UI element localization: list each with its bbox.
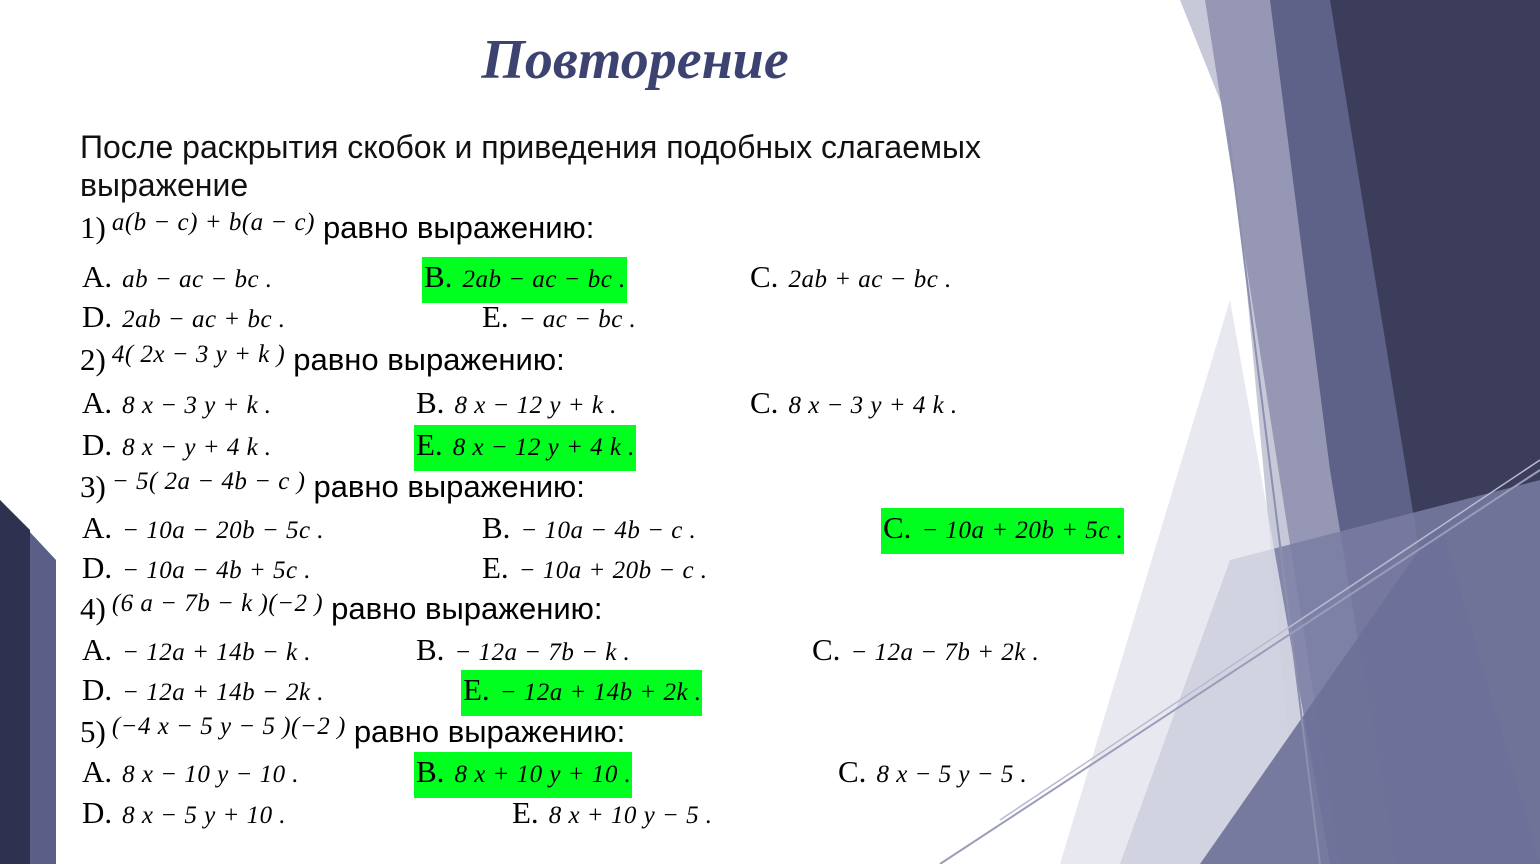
option-expression: − 12a − 7b + 2k — [850, 639, 1026, 666]
option-letter: E. — [482, 299, 509, 334]
question-3 — [80, 467, 585, 513]
option-letter: A. — [82, 259, 113, 294]
option-1-c — [748, 257, 953, 303]
slide-title: Повторение — [481, 29, 789, 91]
option-period: . — [623, 761, 631, 788]
option-letter: C. — [750, 259, 779, 294]
option-expression: 8 x − 12 y + k — [454, 392, 604, 419]
question-number: 4) — [80, 591, 106, 626]
option-period: . — [627, 434, 634, 461]
option-5-c — [836, 752, 1028, 798]
option-letter: A. — [82, 385, 113, 420]
option-letter: A. — [82, 754, 113, 789]
option-expression: 8 x − 10 y − 10 — [122, 761, 286, 788]
option-expression: 2ab + ac − bc — [788, 266, 939, 293]
option-expression: − 12a + 14b − k — [122, 639, 298, 666]
option-expression: 8 x + 10 y + 10 — [454, 761, 618, 788]
question-expression: a(b − c) + b(a − c) — [111, 209, 315, 236]
option-letter: B. — [482, 510, 511, 545]
option-period: . — [694, 679, 701, 706]
option-letter: A. — [82, 632, 113, 667]
option-letter: C. — [838, 754, 867, 789]
option-3-e — [480, 548, 708, 594]
question-expression: (−4 x − 5 y − 5 )(−2 ) — [111, 713, 346, 740]
question-4 — [80, 589, 603, 635]
option-period: . — [688, 517, 696, 544]
option-period: . — [609, 392, 616, 419]
option-2-b — [414, 383, 618, 429]
option-4-d — [80, 670, 325, 716]
question-suffix: равно выражению: — [353, 714, 626, 749]
option-letter: D. — [82, 550, 113, 585]
option-period: . — [303, 557, 310, 584]
option-expression: ab − ac − bc — [122, 266, 260, 293]
option-expression: 8 x − 3 y + k — [122, 392, 259, 419]
option-2-c — [748, 383, 958, 429]
option-5-d — [80, 793, 287, 839]
option-period: . — [1031, 639, 1039, 666]
question-expression: (6 a − 7b − k )(−2 ) — [111, 590, 324, 617]
option-period: . — [264, 434, 271, 461]
question-suffix: равно выражению: — [293, 342, 565, 377]
option-period: . — [265, 266, 272, 293]
option-period: . — [700, 557, 707, 584]
option-period: . — [618, 266, 625, 293]
option-letter: D. — [82, 299, 113, 334]
option-expression: − 12a + 14b + 2k — [499, 679, 689, 706]
question-suffix: равно выражению: — [331, 591, 603, 626]
option-expression: 2ab − ac + bc — [122, 306, 273, 333]
question-2 — [80, 340, 565, 386]
option-5-b-correct — [414, 752, 632, 798]
option-letter: B. — [424, 259, 453, 294]
option-period: . — [278, 802, 285, 829]
option-2-d — [80, 425, 272, 471]
question-number: 5) — [80, 714, 106, 749]
option-4-c — [810, 630, 1040, 676]
option-letter: B. — [416, 754, 445, 789]
option-expression: 8 x + 10 y − 5 — [548, 802, 700, 829]
option-letter: E. — [482, 550, 509, 585]
option-period: . — [705, 802, 712, 829]
question-number: 1) — [80, 210, 106, 245]
option-letter: C. — [812, 632, 841, 667]
option-period: . — [278, 306, 285, 333]
option-period: . — [1115, 517, 1123, 544]
option-expression: − 10a + 20b − c — [518, 557, 695, 584]
option-5-a — [80, 752, 300, 798]
option-period: . — [303, 639, 310, 666]
option-letter: E. — [416, 427, 443, 462]
option-5-e — [510, 793, 713, 839]
option-expression: − 10a − 4b − c — [520, 517, 683, 544]
question-suffix: равно выражению: — [322, 210, 595, 245]
option-period: . — [291, 761, 298, 788]
option-expression: − 12a + 14b − 2k — [122, 679, 311, 706]
option-expression: 8 x − 5 y − 5 — [876, 761, 1014, 788]
option-period: . — [316, 679, 323, 706]
option-expression: 8 x − 12 y + 4 k — [452, 434, 622, 461]
option-letter: A. — [82, 510, 113, 545]
option-3-d — [80, 548, 312, 594]
question-suffix: равно выражению: — [313, 469, 585, 504]
question-1 — [80, 208, 594, 254]
option-period: . — [264, 392, 271, 419]
option-letter: D. — [82, 795, 113, 830]
option-letter: D. — [82, 427, 113, 462]
option-period: . — [622, 639, 630, 666]
question-expression: − 5( 2a − 4b − c ) — [111, 468, 306, 495]
option-letter: B. — [416, 385, 445, 420]
option-1-d — [80, 297, 286, 343]
option-4-e-correct — [461, 670, 702, 716]
option-1-e — [480, 297, 637, 343]
option-period: . — [1019, 761, 1027, 788]
option-expression: − 10a − 20b − 5c — [122, 517, 311, 544]
option-expression: 8 x − 3 y + 4 k — [788, 392, 945, 419]
option-letter: C. — [750, 385, 779, 420]
option-period: . — [950, 392, 957, 419]
question-expression: 4( 2x − 3 y + k ) — [111, 341, 286, 368]
option-2-a — [80, 383, 272, 429]
option-expression: − ac − bc — [518, 306, 623, 333]
option-3-c-correct — [881, 508, 1124, 554]
option-letter: D. — [82, 672, 113, 707]
option-letter: C. — [883, 510, 912, 545]
option-letter: E. — [512, 795, 539, 830]
option-expression: − 12a − 7b − k — [454, 639, 617, 666]
option-expression: − 10a + 20b + 5c — [921, 517, 1110, 544]
question-number: 3) — [80, 469, 106, 504]
option-period: . — [316, 517, 323, 544]
option-expression: 8 x − 5 y + 10 — [122, 802, 273, 829]
question-number: 2) — [80, 342, 106, 377]
intro-text: После раскрытия скобок и приведения подобных слагаемых выражение — [80, 129, 982, 203]
option-expression: − 10a − 4b + 5c — [122, 557, 298, 584]
option-letter: E. — [463, 672, 490, 707]
option-expression: 8 x − y + 4 k — [122, 434, 259, 461]
option-period: . — [628, 306, 636, 333]
option-2-e-correct — [414, 425, 636, 471]
option-letter: B. — [416, 632, 445, 667]
option-period: . — [944, 266, 951, 293]
option-expression: 2ab − ac − bc — [462, 266, 613, 293]
